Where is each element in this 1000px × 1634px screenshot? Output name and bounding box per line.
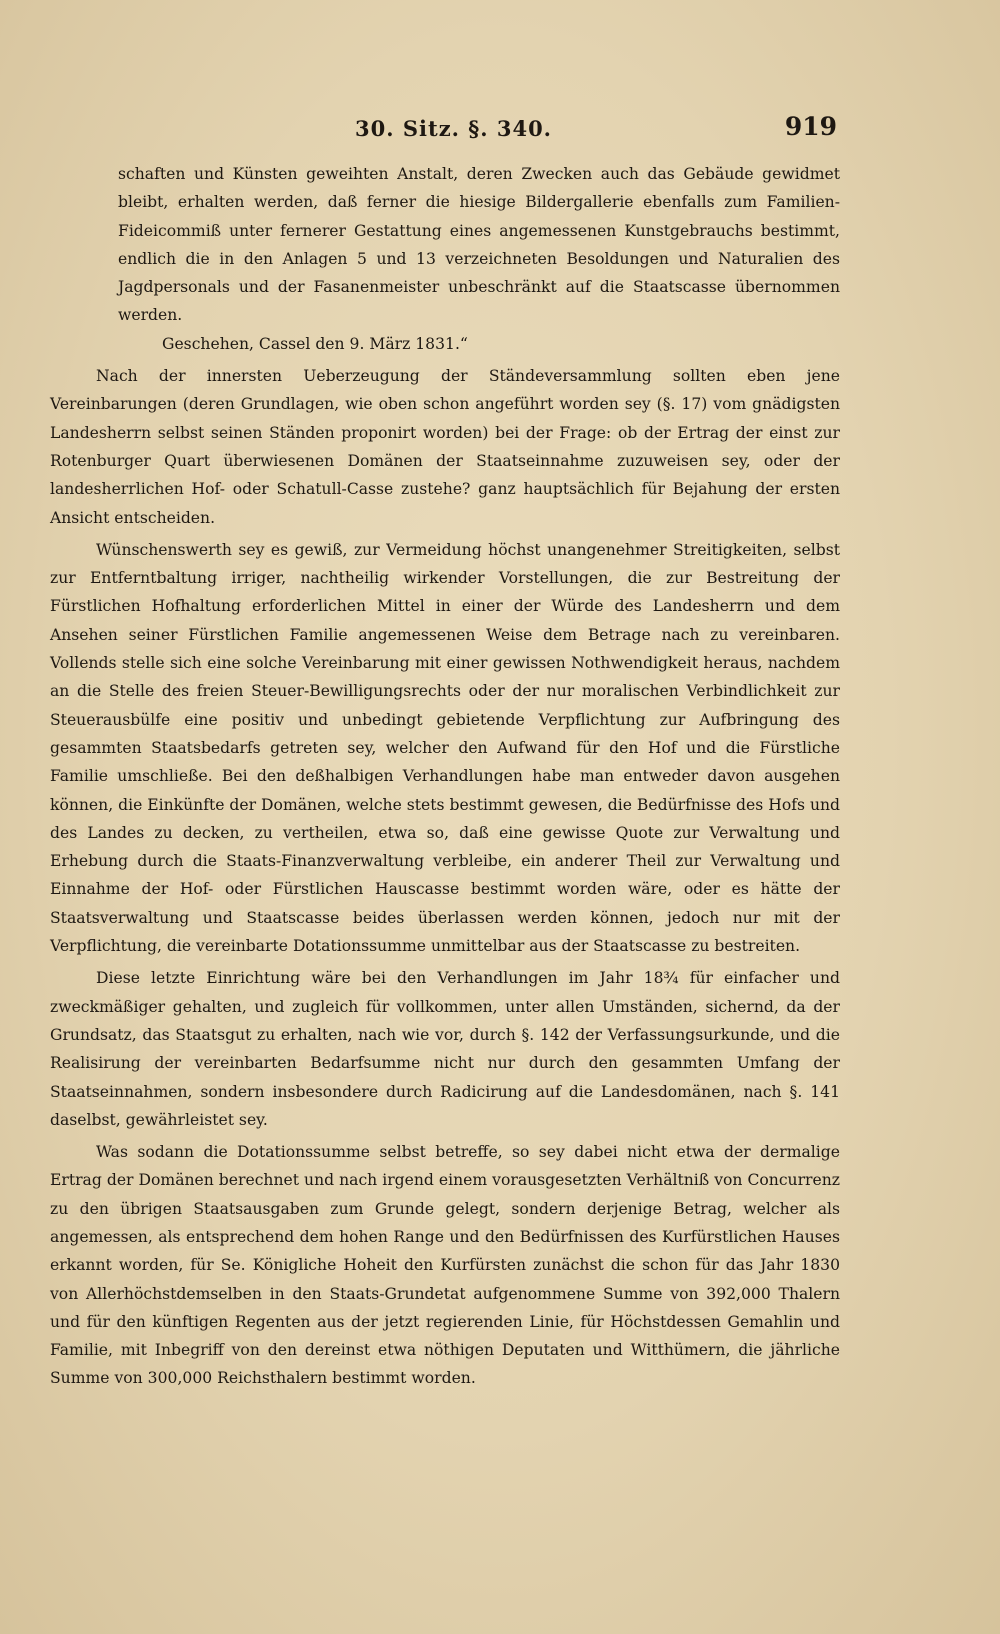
page-header — [0, 112, 1000, 146]
paragraph-continuation: schaften und Künsten geweihten Anstalt, deren Zwecken auch das Gebäude gewidmet bleibt, erhalten werden, daß ferner die hiesige Bildergallerie ebenfalls zum Familien-Fideicommiß unter fernerer Gestattung eines angemessenen Kunstgebrauchs bestimmt, endlich die in den Anlagen 5 und 13 verzeichneten Besoldungen und Naturalien des Jagdpersonals und der Fasanenmeister unbeschränkt auf die Staatscasse übernommen werden. — [118, 165, 840, 325]
paragraph: Diese letzte Einrichtung wäre bei den Verhandlungen im Jahr 18¾ für einfacher und zweckmäßiger gehalten, und zugleich für vollkommen, unter allen Umständen, sichernd, da der Grundsatz, das Staatsgut zu erhalten, nach wie vor, durch §. 142 der Verfassungsurkunde, und die Realisirung der vereinbarten Bedarfsumme nicht nur durch den gesammten Umfang der Staatseinnahmen, sondern insbesondere durch Radicirung auf die Landesdomänen, nach §. 141 daselbst, gewährleistet sey. — [50, 969, 840, 1129]
date-line: Geschehen, Cassel den 9. März 1831.“ — [162, 334, 468, 353]
paragraph: Was sodann die Dotationssumme selbst betreffe, so sey dabei nicht etwa der dermalige Ertrag der Domänen berechnet und nach irgend einem vorausgesetzten Verhältniß von Concurrenz zu den übrigen Staatsausgaben zum Grunde gelegt, sondern derjenige Betrag, welcher als angemessen, als entsprechend dem hohen Range und den Bedürfnissen des Kurfürstlichen Hauses erkannt worden, für Se. Königliche Hoheit den Kurfürsten zunächst die schon für das Jahr 1830 von Allerhöchstdemselben in den Staats-Grundetat aufgenommene Summe von 392,000 Thalern und für den künftigen Regenten aus der jetzt regierenden Linie, für Höchstdessen Gemahlin und Familie, mit Inbegriff von den dereinst etwa nöthigen Deputaten und Witthümern, die jährliche Summe von 300,000 Reichsthalern bestimmt worden. — [50, 1143, 840, 1388]
page-number: 919 — [784, 112, 837, 141]
body-text — [50, 160, 840, 1393]
paragraph: Wünschenswerth sey es gewiß, zur Vermeidung höchst unangenehmer Streitigkeiten, selbst zur Entferntbaltung irriger, nachtheilig wirkender Vorstellungen, die zur Bestreitung der Fürstlichen Hofhaltung erforderlichen Mittel in einer der Würde des Landesherrn und dem Ansehen seiner Fürstlichen Familie angemessenen Weise dem Betrage nach zu vereinbaren. Vollends stelle sich eine solche Vereinbarung mit einer gewissen Nothwendigkeit heraus, nachdem an die Stelle des freien Steuer-Bewilligungsrechts oder der nur moralischen Verbindlichkeit zur Steuerausbülfe eine positiv und unbedingt gebietende Verpflichtung zur Aufbringung des gesammten Staatsbedarfs getreten sey, welcher den Aufwand für den Hof und die Fürstliche Familie umschließe. Bei den deßhalbigen Verhandlungen habe man entweder davon ausgehen können, die Einkünfte der Domänen, welche stets bestimmt gewesen, die Bedürfnisse des Hofs und des Landes zu decken, zu vertheilen, etwa so, daß eine gewisse Quote zur Verwaltung und Erhebung durch die Staats-Finanzverwaltung verbleibe, ein anderer Theil zur Verwaltung und Einnahme der Hof- oder Fürstlichen Hauscasse bestimmt worden wäre, oder es hätte der Staatsverwaltung und Staatscasse beides überlassen werden können, jedoch nur mit der Verpflichtung, die vereinbarte Dotationssumme unmittelbar aus der Staatscasse zu bestreiten. — [50, 540, 841, 956]
paragraph: Nach der innersten Ueberzeugung der Ständeversammlung sollten eben jene Vereinbarungen (deren Grundlagen, wie oben schon angeführt worden sey (§. 17) vom gnädigsten Landesherrn selbst seinen Ständen proponirt worden) bei der Frage: ob der Ertrag der einst zur Rotenburger Quart überwiesenen Domänen der Staatseinnahme zuzuweisen sey, oder der landesherrlichen Hof- oder Schatull-Casse zustehe? ganz hauptsächlich für Bejahung der ersten Ansicht entscheiden. — [50, 367, 840, 527]
running-head: 30. Sitz. §. 340. — [355, 116, 552, 141]
